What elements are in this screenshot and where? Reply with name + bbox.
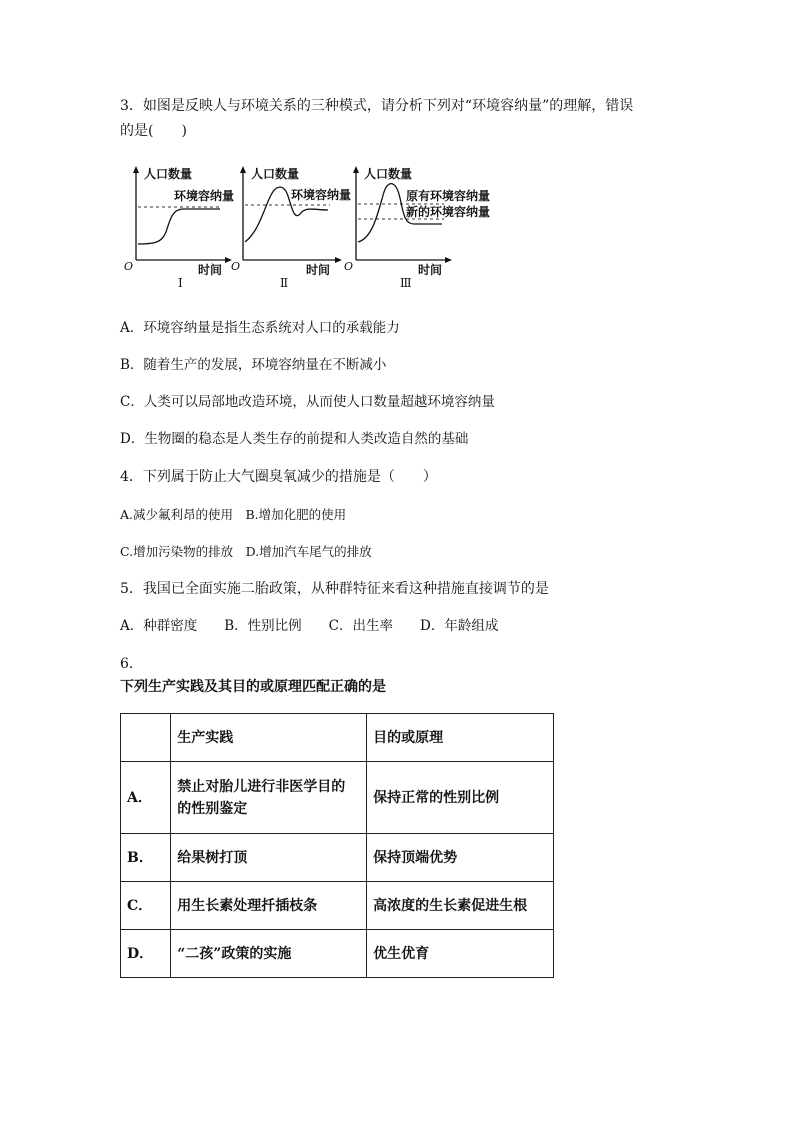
row-a-key: A．	[121, 762, 171, 834]
q3-population-figure	[118, 162, 491, 290]
q3-stem-line2: 的是( )	[120, 123, 187, 139]
row-c-purpose: 高浓度的生长素促进生根	[367, 882, 554, 930]
panel-3-y-label: 人口数量	[364, 167, 413, 181]
panel-3	[344, 166, 490, 290]
table-row	[121, 882, 554, 930]
row-d-purpose: 优生优育	[367, 930, 554, 978]
table-header-key	[121, 714, 171, 762]
panel-1-x-label: 时间	[198, 263, 223, 277]
panel-2-origin: O	[231, 260, 241, 273]
row-a-practice-line2: 的性别鉴定	[177, 800, 248, 817]
panel-3-origin: O	[344, 260, 354, 273]
row-b-practice: 给果树打顶	[171, 834, 367, 882]
panel-2-y-label: 人口数量	[251, 167, 300, 181]
q4-options-line2: C.增加污染物的排放 D.增加汽车尾气的排放	[120, 544, 372, 559]
q4-options-line1: A.减少氟利昂的使用 B.增加化肥的使用	[120, 507, 347, 522]
q5-stem: 5．我国已全面实施二胎政策，从种群特征来看这种措施直接调节的是	[120, 581, 549, 597]
panel-2-capacity-label: 环境容纳量	[291, 188, 352, 202]
table-row	[121, 834, 554, 882]
panel-1-y-label: 人口数量	[144, 167, 193, 181]
panel-3-old-capacity-label: 原有环境容纳量	[406, 189, 491, 203]
panel-3-x-label: 时间	[418, 263, 443, 277]
q6-stem: 下列生产实践及其目的或原理匹配正确的是	[120, 679, 386, 695]
panel-1	[124, 166, 234, 290]
panel-2-x-label: 时间	[306, 263, 331, 277]
q6-table	[120, 713, 554, 978]
table-row	[121, 930, 554, 978]
q3-option-c: C．人类可以局部地改造环境，从而使人口数量超越环境容纳量	[120, 394, 495, 410]
q3-option-a: A．环境容纳量是指生态系统对人口的承载能力	[120, 320, 400, 336]
q6-number: 6．	[120, 656, 143, 672]
row-a-practice-line1: 禁止对胎儿进行非医学目的	[177, 778, 346, 795]
panel-3-new-capacity-label: 新的环境容纳量	[406, 205, 491, 219]
panel-3-label: Ⅲ	[400, 276, 412, 290]
table-header-purpose: 目的或原理	[367, 714, 554, 762]
q4-stem: 4．下列属于防止大气圈臭氧减少的措施是（ ）	[120, 469, 437, 485]
q3-stem-line1: 3．如图是反映人与环境关系的三种模式，请分析下列对“环境容纳量”的理解，错误	[120, 98, 634, 114]
panel-1-capacity-label: 环境容纳量	[174, 189, 235, 203]
row-c-practice: 用生长素处理扦插枝条	[171, 882, 367, 930]
row-b-purpose: 保持顶端优势	[367, 834, 554, 882]
q3-option-b: B．随着生产的发展，环境容纳量在不断减小	[120, 357, 387, 373]
row-d-key: D．	[121, 930, 171, 978]
row-a-practice	[171, 762, 367, 834]
table-header-row	[121, 714, 554, 762]
panel-2-label: Ⅱ	[280, 276, 289, 290]
panel-1-label: Ⅰ	[178, 276, 183, 290]
table-header-practice: 生产实践	[171, 714, 367, 762]
row-a-purpose: 保持正常的性别比例	[367, 762, 554, 834]
row-d-practice: “二孩”政策的实施	[171, 930, 367, 978]
q3-option-d: D．生物圈的稳态是人类生存的前提和人类改造自然的基础	[120, 431, 469, 447]
table-row	[121, 762, 554, 834]
row-c-key: C．	[121, 882, 171, 930]
row-b-key: B．	[121, 834, 171, 882]
q5-options: A．种群密度 B．性别比例 C．出生率 D．年龄组成	[120, 618, 499, 634]
panel-1-origin: O	[124, 260, 134, 273]
panel-2	[231, 166, 354, 290]
